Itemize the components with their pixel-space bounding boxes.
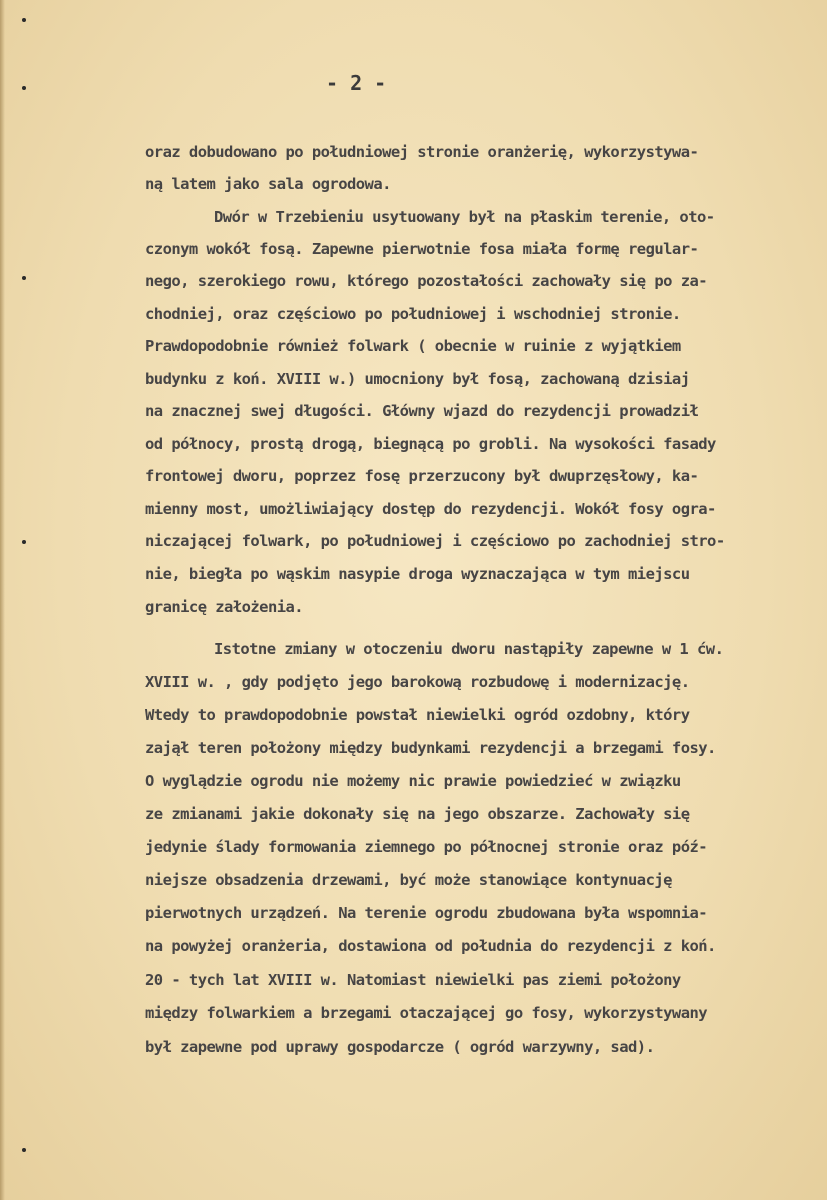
text-line: O wyglądzie ogrodu nie możemy nic prawie powiedzieć w związku xyxy=(145,772,681,790)
text-line: oraz dobudowano po południowej stronie oranżerię, wykorzystywa- xyxy=(145,143,699,161)
text-line: między folwarkiem a brzegami otaczającej go fosy, wykorzystywany xyxy=(145,1004,708,1022)
text-line: na powyżej oranżeria, dostawiona od południa do rezydencji z koń. xyxy=(145,937,716,955)
text-line: granicę założenia. xyxy=(145,598,304,616)
text-line: był zapewne pod uprawy gospodarcze ( ogród warzywny, sad). xyxy=(145,1038,655,1056)
text-line: Prawdopodobnie również folwark ( obecnie w ruinie z wyjątkiem xyxy=(145,337,681,355)
page-number: - 2 - xyxy=(326,71,387,95)
text-line: Dwór w Trzebieniu usytuowany był na płaskim terenie, oto- xyxy=(214,208,715,226)
text-line: jedynie ślady formowania ziemnego po północnej stronie oraz póź- xyxy=(145,838,708,856)
text-line: nie, biegła po wąskim nasypie droga wyznaczająca w tym miejscu xyxy=(145,565,690,583)
text-line: pierwotnych urządzeń. Na terenie ogrodu zbudowana była wspomnia- xyxy=(145,904,708,922)
text-line: 20 - tych lat XVIII w. Natomiast niewielki pas ziemi położony xyxy=(145,971,681,989)
text-line: ze zmianami jakie dokonały się na jego obszarze. Zachowały się xyxy=(145,805,690,823)
text-line: niejsze obsadzenia drzewami, być może stanowiące kontynuację xyxy=(145,871,672,889)
text-line: czonym wokół fosą. Zapewne pierwotnie fosa miała formę regular- xyxy=(145,240,699,258)
text-line: chodniej, oraz częściowo po południowej i wschodniej stronie. xyxy=(145,305,681,323)
text-line: na znacznej swej długości. Główny wjazd do rezydencji prowadził xyxy=(145,402,699,420)
text-line: XVIII w. , gdy podjęto jego barokową rozbudowę i modernizację. xyxy=(145,673,690,691)
text-line: ną latem jako sala ogrodowa. xyxy=(145,175,391,193)
text-line: zajął teren położony między budynkami rezydencji a brzegami fosy. xyxy=(145,739,716,757)
text-line: niczającej folwark, po południowej i częściowo po zachodniej stro- xyxy=(145,532,725,550)
text-line: nego, szerokiego rowu, którego pozostałości zachowały się po za- xyxy=(145,272,708,290)
text-line: od północy, prostą drogą, biegnącą po grobli. Na wysokości fasady xyxy=(145,435,716,453)
text-line: Wtedy to prawdopodobnie powstał niewielki ogród ozdobny, który xyxy=(145,706,690,724)
text-line: mienny most, umożliwiający dostęp do rezydencji. Wokół fosy ogra- xyxy=(145,500,716,518)
text-line: Istotne zmiany w otoczeniu dworu nastąpiły zapewne w 1 ćw. xyxy=(214,640,724,658)
text-line: budynku z koń. XVIII w.) umocniony był fosą, zachowaną dzisiaj xyxy=(145,370,690,388)
text-line: frontowej dworu, poprzez fosę przerzucony był dwuprzęsłowy, ka- xyxy=(145,467,699,485)
